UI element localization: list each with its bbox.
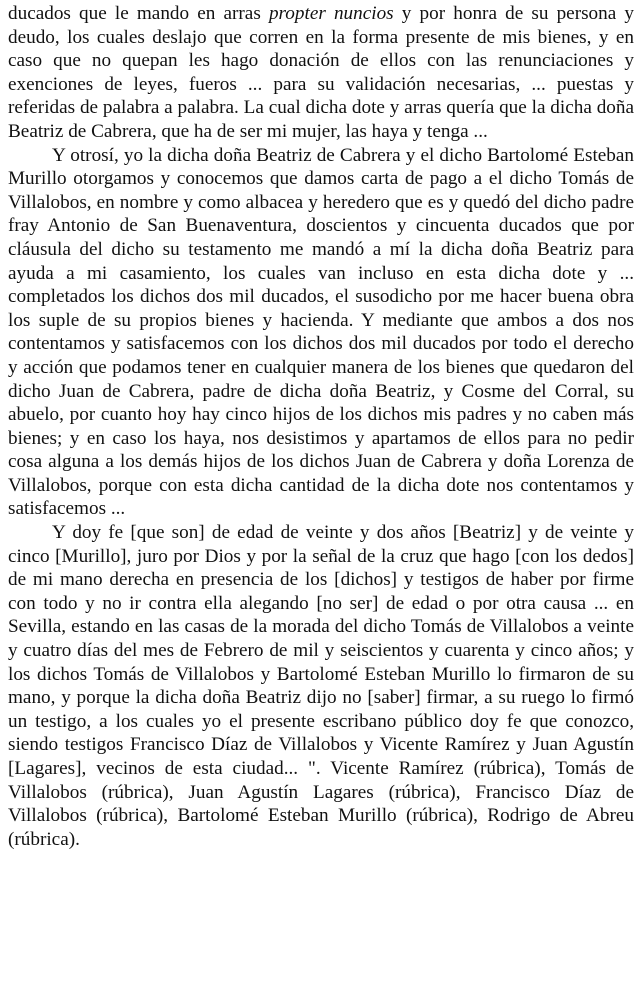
latin-phrase: propter nuncios — [268, 3, 394, 24]
paragraph-arras — [8, 2, 634, 144]
paragraph-carta-de-pago: Y otrosí, yo la dicha doña Beatriz de Cabrera y el dicho Bartolomé Esteban Murillo otorgamos y conocemos que damos carta de pago a el dicho Tomás de Villalobos, en nombre y como albacea y heredero que es y quedó del dicho padre fray Antonio de San Buenaventura, doscientos y cincuenta ducados que por cláusula del dicho su testamento me mandó a mí la dicha doña Beatriz para ayuda a mi casamiento, los cuales van incluso en esta dicha dote y ... completados los dichos dos mil ducados, el susodicho por me hacer buena obra los suple de su propios bienes y hacienda. Y mediante que ambos a dos nos contentamos y satisfacemos con los dichos dos mil ducados por todo el derecho y acción que podamos tener en cualquier manera de los bienes que quedaron del dicho Juan de Cabrera, padre de dicha doña Beatriz, y Cosme del Corral, su abuelo, por cuanto hoy hay cinco hijos de los dichos mis padres y no caben más bienes; y en caso los haya, nos desistimos y apartamos de ellos para no pedir cosa alguna a los demás hijos de los dichos Juan de Cabrera y doña Lorenza de Villalobos, porque con esta dicha cantidad de la dicha dote nos contentamos y satisfacemos ... — [8, 144, 634, 520]
paragraph-arras-text-start: ducados que le mando en arras — [8, 3, 269, 24]
paragraph-doy-fe: Y doy fe [que son] de edad de veinte y dos años [Beatriz] y de veinte y cinco [Murillo], juro por Dios y por la señal de la cruz que hago [con los dedos] de mi mano derecha en presencia de los [dichos] y testigos de haber por firme con todo y no ir contra ella alegando [no ser] de edad o por otra causa ... en Sevilla, estando en las casas de la morada del dicho Tomás de Villalobos a veinte y cuatro días del mes de Febrero de mil y seiscientos y cuarenta y cinco años; y los dichos Tomás de Villalobos y Bartolomé Esteban Murillo lo firmaron de su mano, y porque la dicha doña Beatriz dijo no [saber] firmar, a su ruego lo firmó un testigo, a los cuales yo el presente escribano público doy fe que conozco, siendo testigos Francisco Díaz de Villalobos y Vicente Ramírez y Juan Agustín [Lagares], vecinos de esta ciudad... ". Vicente Ramírez (rúbrica), Tomás de Villalobos (rúbrica), Juan Agustín Lagares (rúbrica), Francisco Díaz de Villalobos (rúbrica), Bartolomé Esteban Murillo (rúbrica), Rodrigo de Abreu (rúbrica). — [8, 522, 634, 850]
paragraph-arras-text-end: y por honra de su persona y deudo, los cuales deslajo que corren en la forma presente de mis bienes, y en caso que no quepan les hago donación de ellos con las renunciaciones y exenciones de leyes, fueros ... para su validación necesarias, ... puestas y referidas de palabra a palabra. La cual dicha dote y arras quería que la dicha doña Beatriz de Cabrera, que ha de ser mi mujer, las haya y tenga ... — [8, 3, 635, 142]
